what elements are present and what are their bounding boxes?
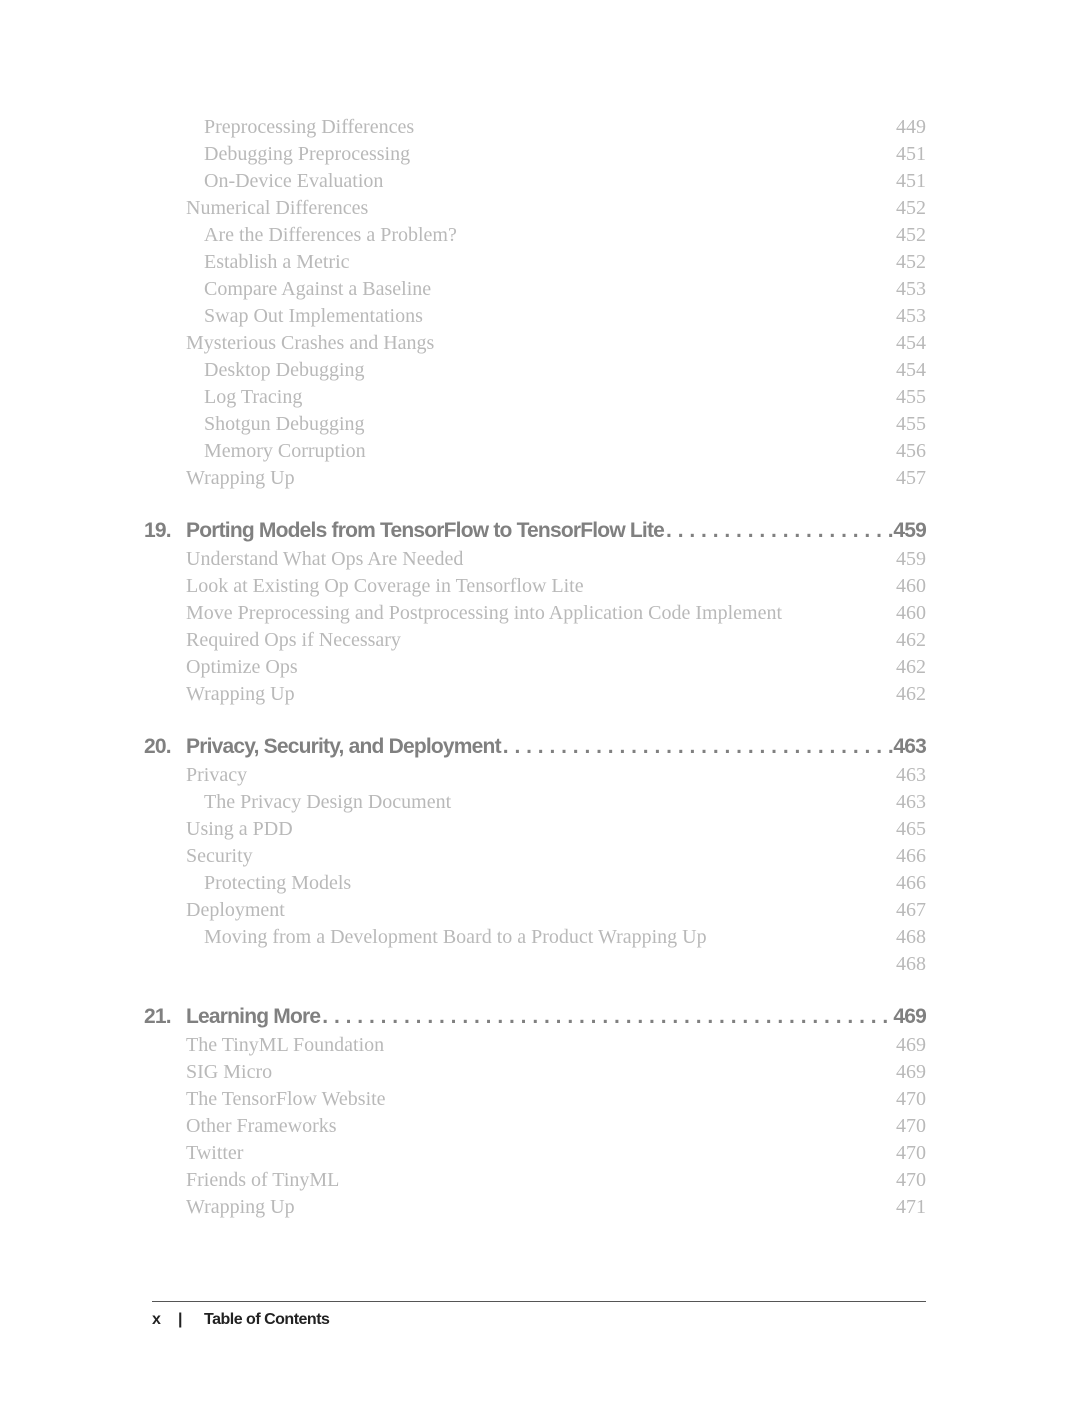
toc-entry-title: SIG Micro: [186, 1061, 273, 1083]
chapter-heading[interactable]: [144, 516, 926, 546]
toc-entry-title: Optimize Ops: [186, 656, 298, 678]
chapter-title: Porting Models from TensorFlow to TensorFlow Lite: [186, 519, 665, 542]
toc-entry[interactable]: [186, 654, 926, 681]
toc-entry-title: Security: [186, 845, 253, 867]
toc-entry[interactable]: [186, 1140, 926, 1167]
toc-entry[interactable]: [186, 762, 926, 789]
toc-entry[interactable]: [186, 573, 926, 600]
toc-entry-title: Twitter: [186, 1142, 244, 1164]
toc-entry-page: 453: [896, 278, 926, 300]
toc-entry-title: Debugging Preprocessing: [204, 143, 411, 165]
toc-entry[interactable]: [204, 411, 926, 438]
toc-entry-page: 453: [896, 305, 926, 327]
toc-entry-title: Wrapping Up: [186, 1196, 295, 1218]
toc-entry-title: Privacy: [186, 764, 248, 786]
toc-entry[interactable]: [186, 681, 926, 708]
toc-entry[interactable]: [204, 114, 926, 141]
toc-entry[interactable]: [186, 843, 926, 870]
toc-entry[interactable]: [204, 789, 926, 816]
toc-entry-title: The Privacy Design Document: [204, 791, 452, 813]
toc-entry-title: Desktop Debugging: [204, 359, 365, 381]
chapter-heading[interactable]: [144, 1002, 926, 1032]
chapter-page: 469: [893, 1005, 926, 1028]
toc-entry-title: Deployment: [186, 899, 285, 921]
toc-entry[interactable]: [204, 141, 926, 168]
toc-entry[interactable]: [204, 384, 926, 411]
toc-entry-page: 460: [896, 602, 926, 624]
toc-entry-title: Using a PDD: [186, 818, 293, 840]
toc-entry-page: 455: [896, 386, 926, 408]
toc-entry-page: 456: [896, 440, 926, 462]
toc-entry-title: Required Ops if Necessary: [186, 629, 401, 651]
toc-entry-page: 467: [896, 899, 926, 921]
toc-entry-page: 452: [896, 224, 926, 246]
toc-entry-title: Moving from a Development Board to a Product Wrapping Up: [204, 926, 707, 948]
chapter-page: 459: [893, 519, 926, 542]
dot-leader: [501, 732, 894, 762]
toc-entry[interactable]: [204, 870, 926, 897]
toc-entry[interactable]: [186, 951, 926, 978]
toc-entry[interactable]: [186, 897, 926, 924]
toc-entry-page: 463: [896, 764, 926, 786]
toc-entry-page: 469: [896, 1034, 926, 1056]
toc-entry-title: Mysterious Crashes and Hangs: [186, 332, 435, 354]
toc-entry[interactable]: [186, 1194, 926, 1221]
toc-entry-page: 457: [896, 467, 926, 489]
toc-entry-title: Understand What Ops Are Needed: [186, 548, 464, 570]
footer-section-label: Table of Contents: [204, 1311, 330, 1328]
dot-leader: [320, 1002, 893, 1032]
footer-separator: |: [178, 1311, 183, 1328]
toc-entry[interactable]: [204, 276, 926, 303]
toc-entry-page: 468: [896, 953, 926, 975]
toc-entry-page: 452: [896, 197, 926, 219]
toc-entry-page: 463: [896, 791, 926, 813]
toc-entry-page: 462: [896, 656, 926, 678]
toc-entry[interactable]: [186, 1167, 926, 1194]
toc-entry-page: 469: [896, 1061, 926, 1083]
toc-entry-page: 451: [896, 143, 926, 165]
dot-leader: [664, 516, 893, 546]
toc-entry-title: The TensorFlow Website: [186, 1088, 386, 1110]
toc-entry-title: Compare Against a Baseline: [204, 278, 432, 300]
toc-entry[interactable]: [186, 816, 926, 843]
toc-entry-page: 460: [896, 575, 926, 597]
toc-entry-page: 466: [896, 872, 926, 894]
toc-entry[interactable]: [186, 465, 926, 492]
toc-entry-title: On-Device Evaluation: [204, 170, 384, 192]
toc-entry-title: Protecting Models: [204, 872, 352, 894]
toc-entry-title: Shotgun Debugging: [204, 413, 365, 435]
toc-entry-title: Look at Existing Op Coverage in Tensorflow Lite: [186, 575, 584, 597]
toc-entry-page: 470: [896, 1088, 926, 1110]
toc-entry[interactable]: [186, 546, 926, 573]
footer-page-number: x: [152, 1311, 161, 1328]
toc-entry[interactable]: [204, 924, 926, 951]
footer-divider: [152, 1301, 926, 1302]
toc-entry[interactable]: [204, 249, 926, 276]
toc-entry[interactable]: [186, 1113, 926, 1140]
toc-entry-page: 471: [896, 1196, 926, 1218]
toc-entry-page: 454: [896, 332, 926, 354]
toc-entry-title: Wrapping Up: [186, 467, 295, 489]
toc-entry[interactable]: [186, 330, 926, 357]
toc-entry-title: The TinyML Foundation: [186, 1034, 385, 1056]
toc-entry[interactable]: [186, 195, 926, 222]
toc-entry-title: Preprocessing Differences: [204, 116, 415, 138]
toc-entry[interactable]: [204, 357, 926, 384]
toc-entry-title: Establish a Metric: [204, 251, 350, 273]
toc-entry-title: Swap Out Implementations: [204, 305, 423, 327]
toc-entry[interactable]: [186, 1032, 926, 1059]
toc-entry[interactable]: [204, 438, 926, 465]
chapter-number: 20.: [144, 735, 171, 758]
chapter-number: 19.: [144, 519, 171, 542]
toc-entry-title: Memory Corruption: [204, 440, 366, 462]
toc-entry-page: 462: [896, 629, 926, 651]
toc-entry-title: Numerical Differences: [186, 197, 369, 219]
chapter-title: Privacy, Security, and Deployment: [186, 735, 501, 758]
toc-entry-page: 470: [896, 1169, 926, 1191]
toc-entry-page: 470: [896, 1115, 926, 1137]
chapter-title: Learning More: [186, 1005, 321, 1028]
toc-entry-page: 452: [896, 251, 926, 273]
toc-entry-title: Friends of TinyML: [186, 1169, 340, 1191]
toc-entry-page: 455: [896, 413, 926, 435]
toc-entry-title: Other Frameworks: [186, 1115, 337, 1137]
toc-entry[interactable]: [204, 168, 926, 195]
toc-entry-page: 462: [896, 683, 926, 705]
toc-entry-page: 449: [896, 116, 926, 138]
toc-entry-page: 459: [896, 548, 926, 570]
chapter-page: 463: [893, 735, 926, 758]
toc-entry-page: 466: [896, 845, 926, 867]
chapter-heading[interactable]: [144, 732, 926, 762]
toc-entry[interactable]: [186, 627, 926, 654]
toc-entry-title: Are the Differences a Problem?: [204, 224, 457, 246]
toc-entry-page: 465: [896, 818, 926, 840]
toc-entry-title: Wrapping Up: [186, 683, 295, 705]
chapter-number: 21.: [144, 1005, 171, 1028]
toc-entry-page: 468: [896, 926, 926, 948]
toc-entry[interactable]: [186, 600, 926, 627]
toc-entry-page: 451: [896, 170, 926, 192]
toc-entry[interactable]: [186, 1059, 926, 1086]
toc-entry-title: Log Tracing: [204, 386, 303, 408]
toc-entry[interactable]: [204, 222, 926, 249]
toc-entry-title: Move Preprocessing and Postprocessing into Application Code Implement: [186, 602, 783, 624]
toc-entry[interactable]: [204, 303, 926, 330]
toc-entry[interactable]: [186, 1086, 926, 1113]
toc-entry-page: 454: [896, 359, 926, 381]
toc-entry-page: 470: [896, 1142, 926, 1164]
